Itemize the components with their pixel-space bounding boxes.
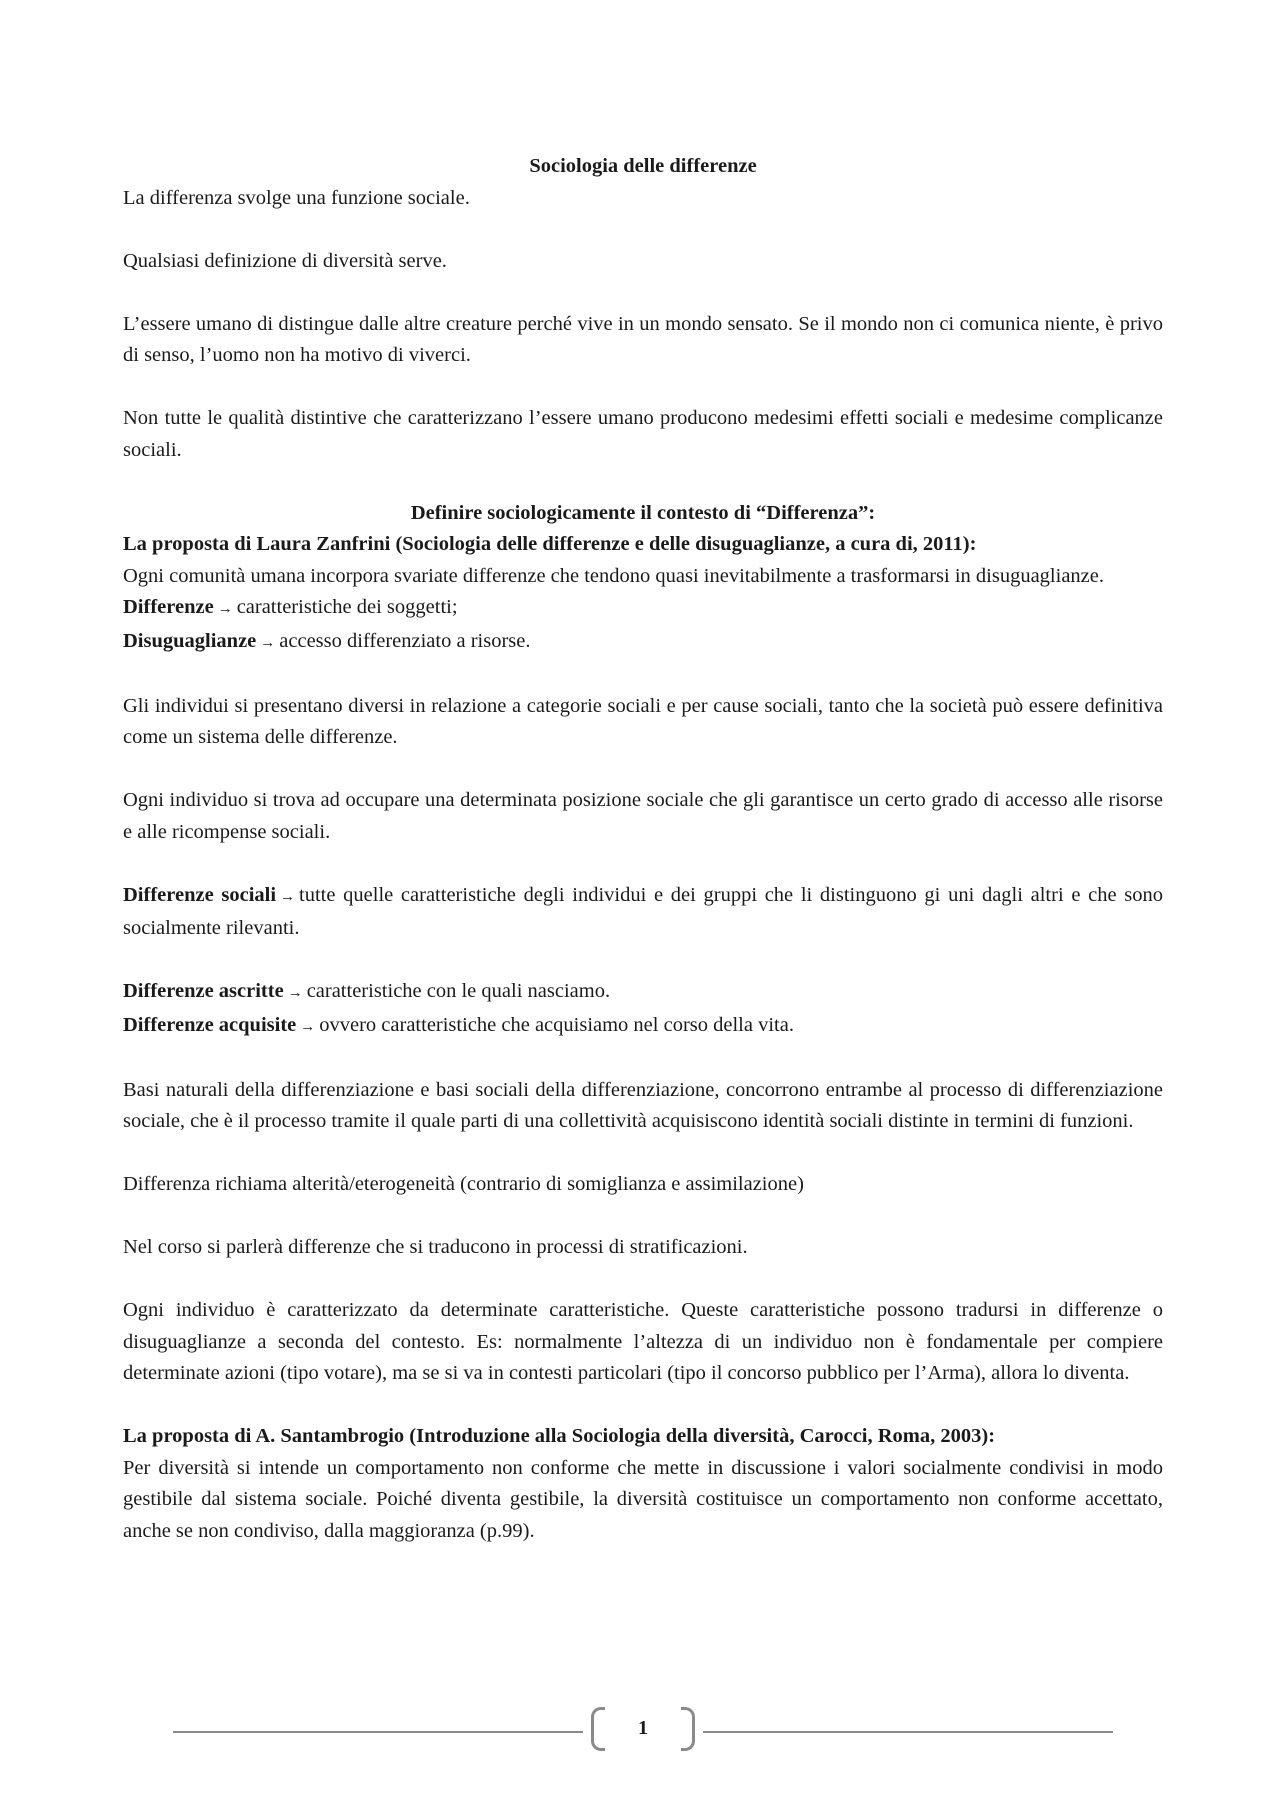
section-heading: Definire sociologicamente il contesto di “Differenza”: bbox=[410, 501, 876, 524]
bracket-right-icon bbox=[681, 1707, 695, 1751]
page-number: 1 bbox=[638, 1717, 648, 1739]
definition-differenze-ascritte: Differenze ascritte → caratteristiche con le quali nasciamo. bbox=[123, 980, 611, 1002]
section-subheading: La proposta di A. Santambrogio (Introduzione alla Sociologia della diversità, Carocci, Roma, 2003): bbox=[123, 1425, 996, 1447]
arrow-icon: → bbox=[300, 1018, 316, 1035]
page-footer bbox=[173, 1707, 1113, 1757]
paragraph: Basi naturali della differenziazione e basi sociali della differenziazione, concorrono entrambe al processo di differenziazione sociale, che è il processo tramite il quale parti di una collettività acquisiscono identità sociali distinte in termini di funzioni. bbox=[123, 1078, 1163, 1132]
arrow-icon: → bbox=[280, 888, 296, 905]
section-subheading: La proposta di Laura Zanfrini (Sociologia delle differenze e delle disuguaglianze, a cura di, 2011): bbox=[123, 533, 977, 555]
document-body bbox=[123, 151, 1163, 1547]
paragraph: Nel corso si parlerà differenze che si traducono in processi di stratificazioni. bbox=[123, 1236, 748, 1258]
paragraph: Gli individui si presentano diversi in relazione a categorie sociali e per cause sociali, tanto che la società può essere definitiva come un sistema delle differenze. bbox=[123, 694, 1163, 748]
footer-divider-right bbox=[703, 1731, 1113, 1733]
paragraph: Ogni individuo si trova ad occupare una determinata posizione sociale che gli garantisce un certo grado di accesso alle risorse e alle ricompense sociali. bbox=[123, 789, 1163, 843]
paragraph: Ogni individuo è caratterizzato da determinate caratteristiche. Queste caratteristiche possono tradursi in differenze o disuguaglianze a seconda del contesto. Es: normalmente l’altezza di un individuo non è fondamentale per compiere determinate azioni (tipo votare), ma se si va in contesti particolari (tipo il concorso pubblico per l’Arma), allora lo diventa. bbox=[123, 1299, 1163, 1384]
paragraph: L’essere umano di distingue dalle altre creature perché vive in un mondo sensato. Se il mondo non ci comunica niente, è privo di senso, l’uomo non ha motivo di viverci. bbox=[123, 312, 1163, 366]
arrow-icon: → bbox=[260, 634, 276, 651]
arrow-icon: → bbox=[287, 985, 303, 1001]
footer-divider-left bbox=[173, 1731, 583, 1733]
document-title: Sociologia delle differenze bbox=[529, 155, 757, 177]
paragraph: La differenza svolge una funzione sociale. bbox=[123, 186, 470, 209]
definition-differenze-sociali: Differenze sociali → tutte quelle caratteristiche degli individui e dei gruppi che li distinguono gi uni dagli altri e che sono socialmente rilevanti. bbox=[123, 883, 1163, 939]
paragraph: Qualsiasi definizione di diversità serve. bbox=[123, 249, 447, 272]
arrow-icon: → bbox=[217, 601, 233, 617]
definition-differenze-acquisite: Differenze acquisite → ovvero caratteristiche che acquisiamo nel corso della vita. bbox=[123, 1013, 794, 1036]
bracket-left-icon bbox=[591, 1707, 605, 1751]
paragraph: Ogni comunità umana incorpora svariate differenze che tendono quasi inevitabilmente a trasformarsi in disuguaglianze. bbox=[123, 564, 1104, 587]
paragraph: Non tutte le qualità distintive che caratterizzano l’essere umano producono medesimi effetti sociali e medesime complicanze sociali. bbox=[123, 407, 1163, 461]
definition-differenze: Differenze → caratteristiche dei soggetti; bbox=[123, 596, 458, 618]
paragraph: Per diversità si intende un comportamento non conforme che mette in discussione i valori socialmente condivisi in modo gestibile dal sistema sociale. Poiché diventa gestibile, la diversità costituisce un comportamento non conforme accettato, anche se non condiviso, dalla maggioranza (p.99). bbox=[123, 1456, 1163, 1542]
definition-disuguaglianze: Disuguaglianze → accesso differenziato a risorse. bbox=[123, 629, 531, 652]
paragraph: Differenza richiama alterità/eterogeneità (contrario di somiglianza e assimilazione) bbox=[123, 1173, 804, 1195]
